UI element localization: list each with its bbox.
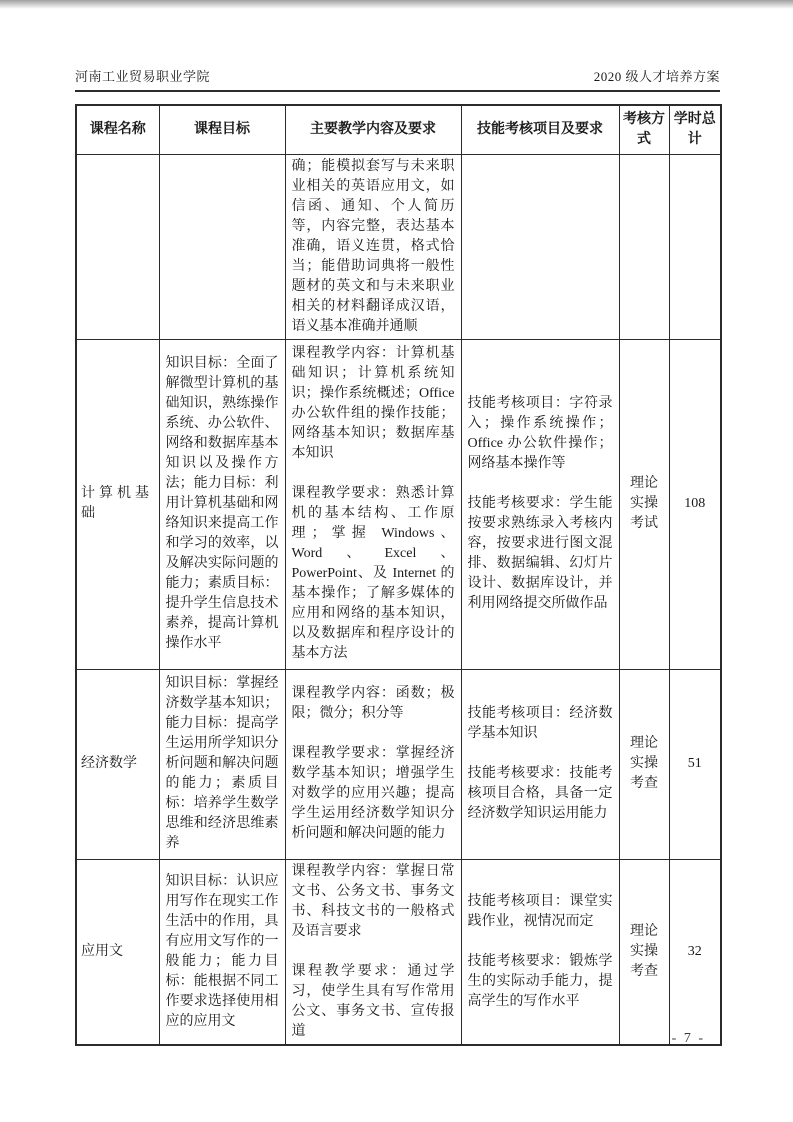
cell-assessment bbox=[461, 339, 619, 669]
cell-content bbox=[285, 339, 461, 669]
cell-course-name: 应用文 bbox=[76, 859, 159, 1045]
cell-objectives: 知识目标：全面了解微型计算机的基础知识，熟练操作系统、办公软件、网络和数据库基本知识以及操作方法；能力目标：利用计算机基础和网络知识来提高工作和学习的效率，以及解决实际问题的能力；素质目标：提升学生信息技术素养，提高计算机操作水平 bbox=[159, 339, 285, 669]
content-paragraph: 课程教学内容：计算机基础知识；计算机系统知识；操作系统概述；Office 办公软件组的操作技能；网络基本知识；数据库基本知识 bbox=[291, 346, 455, 461]
content-paragraph: 课程教学内容：掌握日常文书、公务文书、事务文书、科技文书的一般格式及语言要求 bbox=[291, 863, 455, 939]
assessment-paragraph: 技能考核要求：学生能按要求熟练录入考核内容，按要求进行图文混排、数据编辑、幻灯片设计、数据库设计，并利用网络提交所做作品 bbox=[467, 496, 613, 611]
content-paragraph: 课程教学要求：通过学习，使学生具有写作常用公文、事务文书、宣传报道 bbox=[291, 963, 455, 1039]
cell-objectives bbox=[159, 154, 285, 339]
cell-content bbox=[285, 669, 461, 859]
method-text: 理论实操考查 bbox=[630, 923, 658, 979]
cell-method bbox=[619, 669, 669, 859]
cell-assessment bbox=[461, 669, 619, 859]
course-table bbox=[75, 104, 722, 1046]
table-header-row bbox=[76, 105, 721, 154]
assessment-paragraph: 技能考核要求：锻炼学生的实际动手能力，提高学生的写作水平 bbox=[467, 953, 613, 1009]
column-header-objectives: 课程目标 bbox=[159, 105, 285, 154]
page-content bbox=[75, 66, 720, 1046]
cell-assessment bbox=[461, 154, 619, 339]
cell-course-name bbox=[76, 154, 159, 339]
content-paragraph: 课程教学要求：掌握经济数学基本知识；增强学生对数学的应用兴趣；提高学生运用经济数学知识分析问题和解决问题的能力 bbox=[291, 746, 455, 841]
column-header-hours: 学时总计 bbox=[669, 105, 721, 154]
cell-objectives: 知识目标：掌握经济数学基本知识；能力目标：提高学生运用所学知识分析问题和解决问题的能力；素质目标：培养学生数学思维和经济思维素养 bbox=[159, 669, 285, 859]
scan-artifact bbox=[0, 0, 793, 9]
assessment-paragraph: 技能考核项目：课堂实践作业，视情况而定 bbox=[467, 893, 613, 929]
program-title: 2020 级人才培养方案 bbox=[593, 69, 720, 84]
assessment-paragraph: 技能考核要求：技能考核项目合格，具备一定经济数学知识运用能力 bbox=[467, 766, 613, 821]
page-number: - 7 - bbox=[671, 1031, 705, 1046]
cell-content bbox=[285, 859, 461, 1045]
table-row-applied-writing bbox=[76, 859, 721, 1045]
cell-content bbox=[285, 154, 461, 339]
cell-method bbox=[619, 154, 669, 339]
column-header-content: 主要教学内容及要求 bbox=[285, 105, 461, 154]
method-text: 理论实操考查 bbox=[630, 736, 658, 791]
table-row-economic-math bbox=[76, 669, 721, 859]
column-header-assessment: 技能考核项目及要求 bbox=[461, 105, 619, 154]
assessment-paragraph: 技能考核项目：经济数学基本知识 bbox=[467, 706, 613, 741]
cell-course-name: 经济数学 bbox=[76, 669, 159, 859]
cell-method bbox=[619, 339, 669, 669]
cell-hours: 32 bbox=[669, 859, 721, 1045]
column-header-course-name: 课程名称 bbox=[76, 105, 159, 154]
institution-name: 河南工业贸易职业学院 bbox=[75, 69, 211, 84]
cell-assessment bbox=[461, 859, 619, 1045]
column-header-method: 考核方式 bbox=[619, 105, 669, 154]
cell-hours: 108 bbox=[669, 339, 721, 669]
content-paragraph: 课程教学内容：函数；极限；微分；积分等 bbox=[291, 686, 455, 721]
table-row-english-continuation bbox=[76, 154, 721, 339]
cell-hours: 51 bbox=[669, 669, 721, 859]
cell-objectives: 知识目标：认识应用写作在现实工作生活中的作用，具有应用文写作的一般能力；能力目标：能根据不同工作要求选择使用相应的应用文 bbox=[159, 859, 285, 1045]
page-header bbox=[75, 66, 720, 92]
assessment-paragraph: 技能考核项目：字符录入；操作系统操作；Office 办公软件操作；网络基本操作等 bbox=[467, 396, 613, 471]
cell-hours bbox=[669, 154, 721, 339]
table-row-computer-basics bbox=[76, 339, 721, 669]
content-paragraph: 课程教学要求：熟悉计算机的基本结构、工作原理；掌握 Windows、Word、Excel、PowerPoint、及 Internet 的基本操作；了解多媒体的应用和网络的基本知识，以及数据库和程序设计的基本方法 bbox=[291, 486, 455, 661]
method-text: 理论实操考试 bbox=[630, 476, 658, 531]
content-paragraph: 确；能模拟套写与未来职业相关的英语应用文，如信函、通知、个人简历等，内容完整，表达基本准确，语义连贯，格式恰当；能借助词典将一般性题材的英文和与未来职业相关的材料翻译成汉语，语义基本准确并通顺 bbox=[291, 158, 455, 334]
cell-course-name: 计算机基础 bbox=[76, 339, 159, 669]
cell-method bbox=[619, 859, 669, 1045]
